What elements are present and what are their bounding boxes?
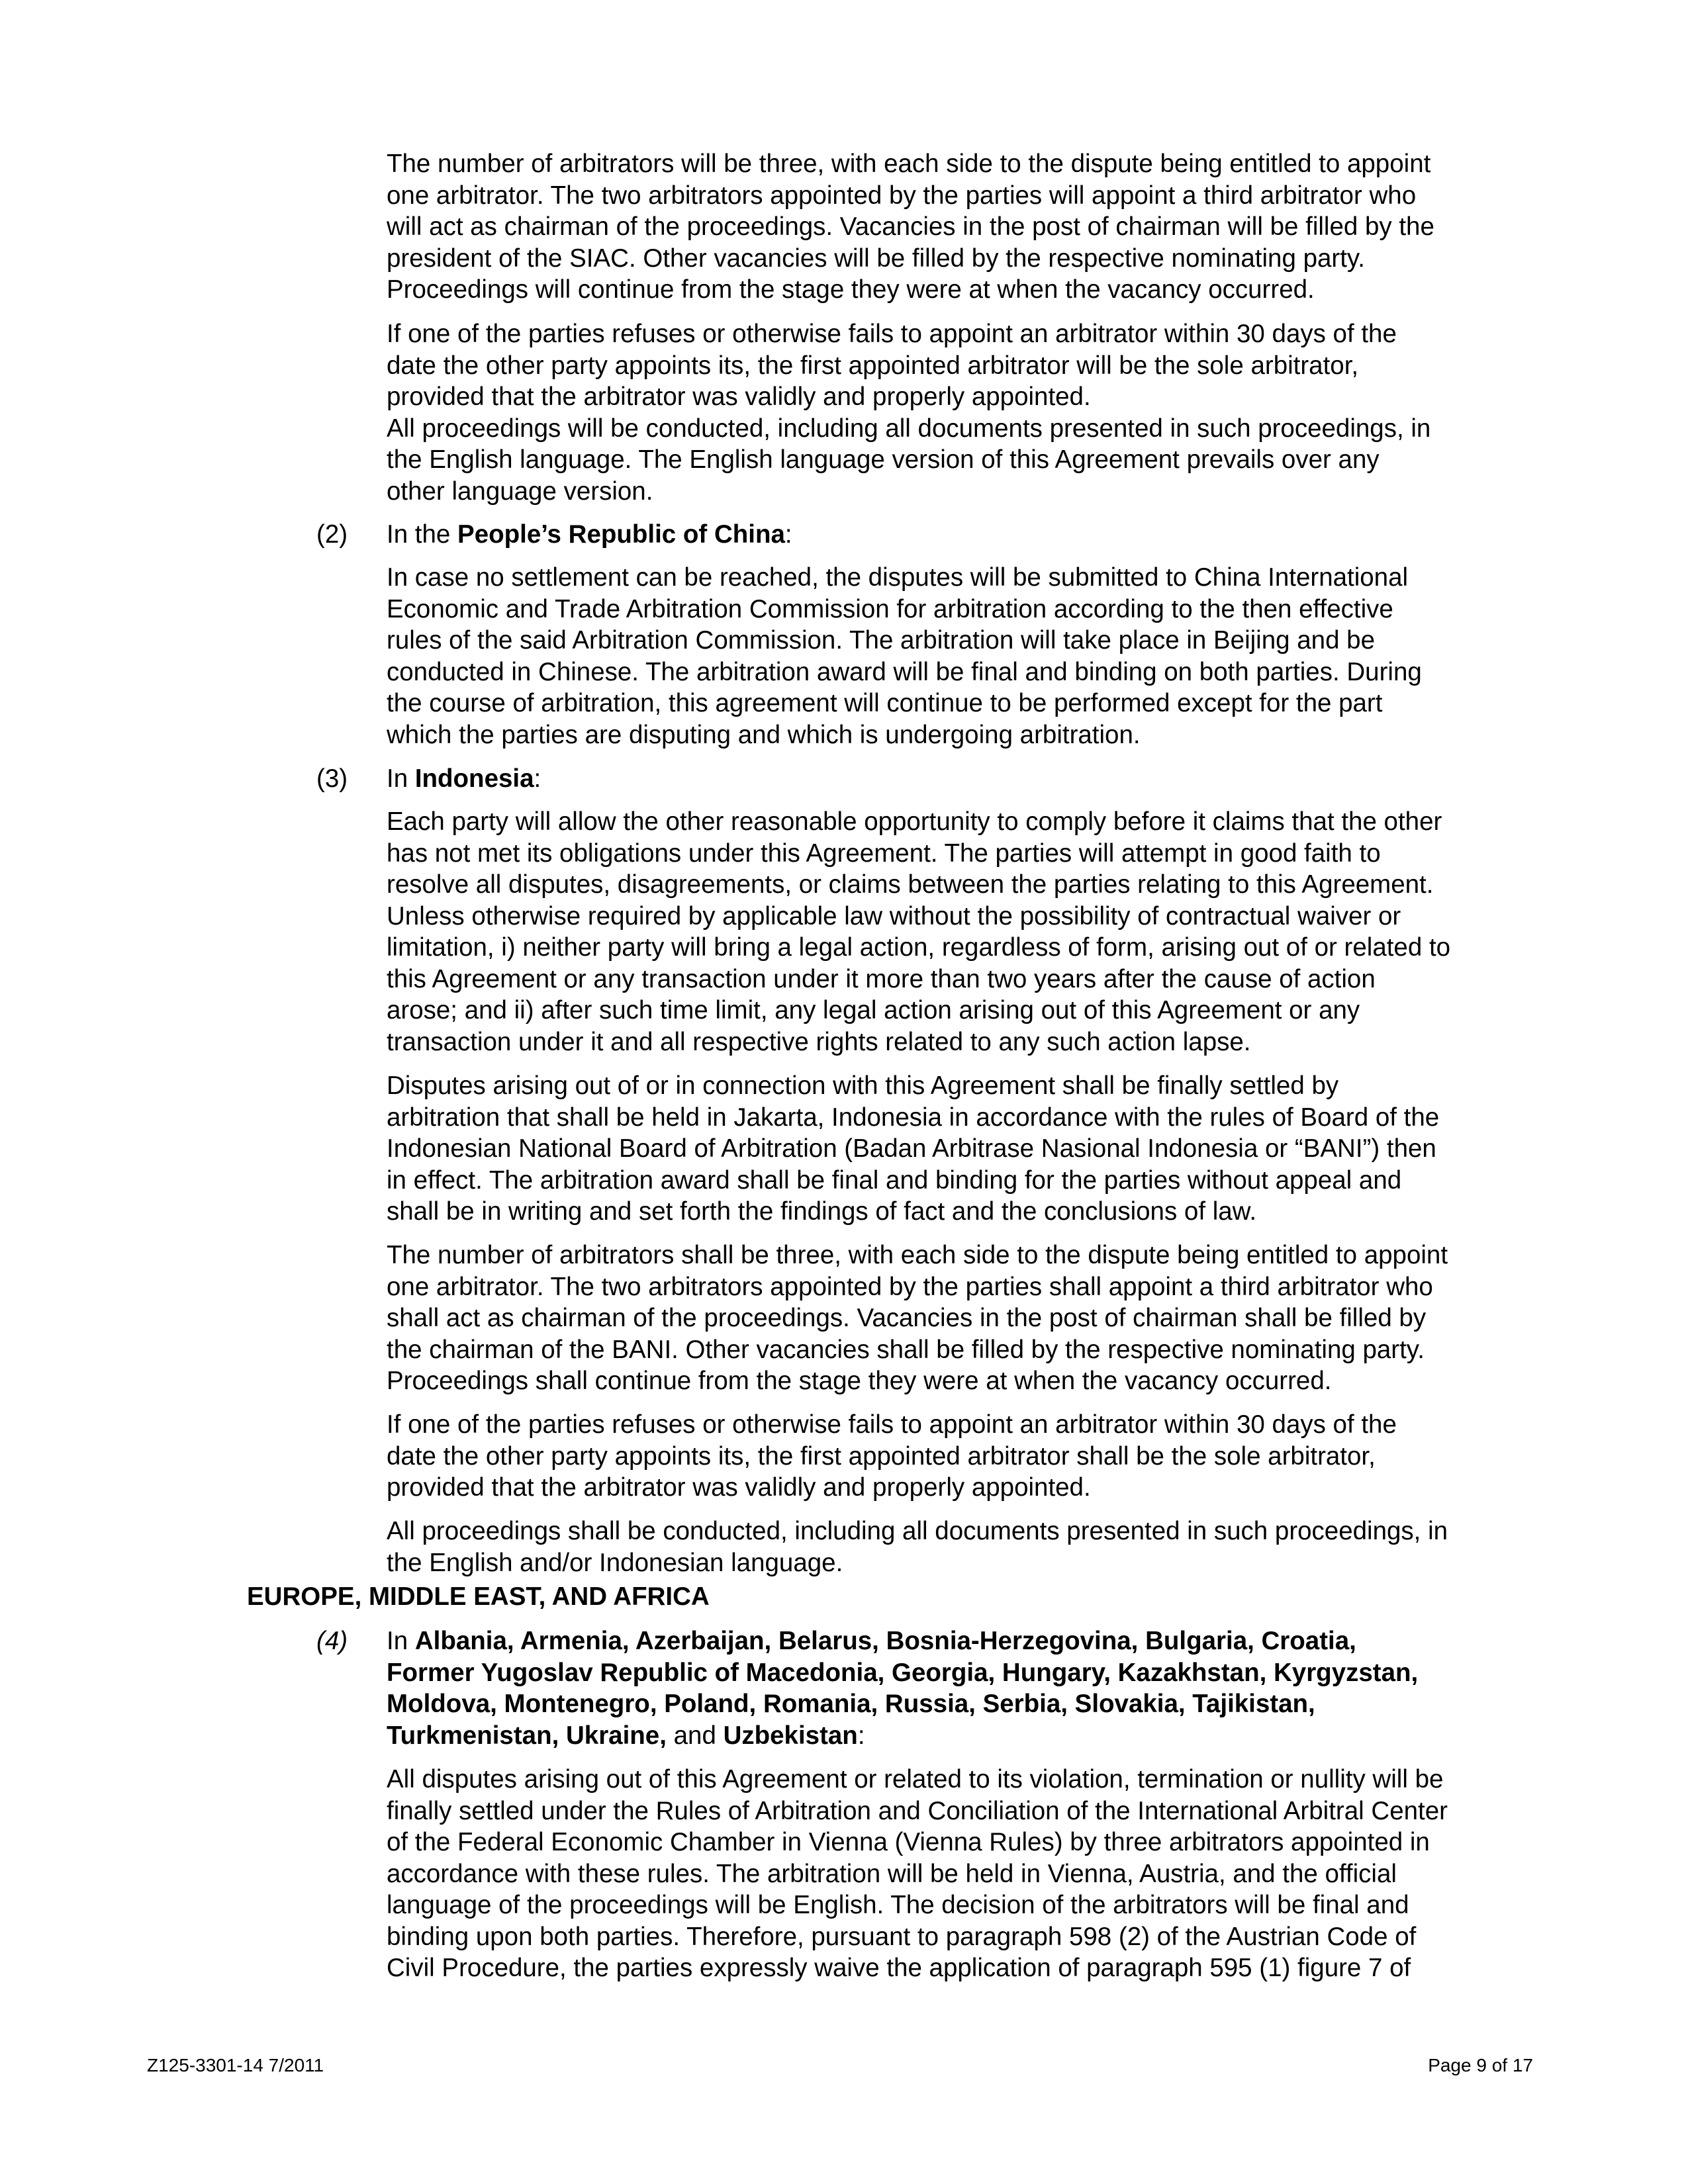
text-line: shall act as chairman of the proceedings. Vacancies in the post of chairman shall be filled by	[387, 1304, 1427, 1332]
text-line: Proceedings will continue from the stage they were at when the vacancy occurred.	[387, 275, 1315, 304]
text-line: in effect. The arbitration award shall be final and binding for the parties without appeal and	[387, 1165, 1402, 1195]
text-line: the English and/or Indonesian language.	[387, 1548, 843, 1577]
text-line: Economic and Trade Arbitration Commission for arbitration according to the then effective	[387, 594, 1393, 623]
paragraph-vienna-rules	[387, 1764, 1552, 1984]
text-line: In Albania, Armenia, Azerbaijan, Belarus, Bosnia-Herzegovina, Bulgaria, Croatia,	[387, 1627, 1356, 1655]
text-line: In case no settlement can be reached, the disputes will be submitted to China International	[387, 563, 1409, 592]
text-line: has not met its obligations under this Agreement. The parties will attempt in good faith to	[387, 839, 1381, 868]
text-line: All disputes arising out of this Agreement or related to its violation, termination or nullity will be	[387, 1765, 1444, 1794]
text-line: finally settled under the Rules of Arbitration and Conciliation of the International Arbitral Center	[387, 1796, 1448, 1825]
text-line: Unless otherwise required by applicable law without the possibility of contractual waiver or	[387, 901, 1401, 931]
paragraph-arbitrators-siac	[387, 148, 1552, 306]
text-line: which the parties are disputing and which is undergoing arbitration.	[387, 720, 1141, 749]
text-line: provided that the arbitrator was validly and properly appointed.	[387, 383, 1091, 411]
text-line: conducted in Chinese. The arbitration award will be final and binding on both parties. During	[387, 657, 1422, 686]
text-line: Turkmenistan, Ukraine, and Uzbekistan:	[387, 1721, 865, 1750]
footer-page-number: Page 9 of 17	[1428, 2055, 1533, 2075]
item-number-3: (3)	[316, 764, 348, 793]
paragraph-indonesia-bani	[387, 1070, 1552, 1228]
text-line: If one of the parties refuses or otherwise fails to appoint an arbitrator within 30 days of the	[387, 320, 1397, 348]
text-line: language of the proceedings will be English. The decision of the arbitrators will be final and	[387, 1891, 1409, 1919]
paragraph-china-arbitration	[387, 562, 1552, 751]
text-line: Proceedings shall continue from the stage they were at when the vacancy occurred.	[387, 1367, 1332, 1395]
text-line: one arbitrator. The two arbitrators appointed by the parties shall appoint a third arbitrator who	[387, 1272, 1433, 1301]
text-line: will act as chairman of the proceedings. Vacancies in the post of chairman will be filled by the	[387, 212, 1434, 241]
section-heading-emea: EUROPE, MIDDLE EAST, AND AFRICA	[247, 1582, 710, 1611]
text-line: arbitration that shall be held in Jakarta, Indonesia in accordance with the rules of Board of the	[387, 1103, 1440, 1132]
text-line: the chairman of the BANI. Other vacancies shall be filled by the respective nominating party.	[387, 1335, 1425, 1364]
text-line: shall be in writing and set forth the findings of fact and the conclusions of law.	[387, 1197, 1257, 1226]
text-line: Indonesian National Board of Arbitration (Badan Arbitrase Nasional Indonesia or “BANI”) then	[387, 1134, 1436, 1163]
item-heading-china: In the People’s Republic of China:	[387, 520, 792, 549]
paragraph-indonesia-obligations	[387, 806, 1552, 1058]
text-line: this Agreement or any transaction under it more than two years after the cause of action	[387, 964, 1376, 993]
text-line: The number of arbitrators will be three, with each side to the dispute being entitled to appoint	[387, 150, 1431, 178]
paragraph-appointment-failure-english	[387, 318, 1552, 507]
text-line: The number of arbitrators shall be three, with each side to the dispute being entitled to appoint	[387, 1241, 1448, 1269]
text-line: If one of the parties refuses or otherwise fails to appoint an arbitrator within 30 days of the	[387, 1410, 1397, 1439]
item-number-2: (2)	[316, 520, 348, 549]
text-line: Civil Procedure, the parties expressly waive the application of paragraph 595 (1) figure 7 of	[387, 1954, 1411, 1982]
text-line: Disputes arising out of or in connection with this Agreement shall be finally settled by	[387, 1071, 1339, 1100]
text-line: arose; and ii) after such time limit, any legal action arising out of this Agreement or any	[387, 996, 1360, 1024]
text-line: limitation, i) neither party will bring a legal action, regardless of form, arising out of or related to	[387, 933, 1451, 962]
text-line: accordance with these rules. The arbitration will be held in Vienna, Austria, and the official	[387, 1859, 1397, 1888]
text-line: resolve all disputes, disagreements, or claims between the parties relating to this Agreement.	[387, 870, 1434, 899]
text-line: binding upon both parties. Therefore, pursuant to paragraph 598 (2) of the Austrian Code of	[387, 1922, 1417, 1951]
text-line: All proceedings shall be conducted, including all documents presented in such proceedings, in	[387, 1517, 1448, 1545]
text-line: provided that the arbitrator was validly and properly appointed.	[387, 1473, 1091, 1502]
text-line: date the other party appoints its, the first appointed arbitrator shall be the sole arbitrator,	[387, 1441, 1376, 1471]
item-heading-indonesia: In Indonesia:	[387, 764, 541, 793]
text-line: transaction under it and all respective rights related to any such action lapse.	[387, 1027, 1251, 1056]
text-line: of the Federal Economic Chamber in Vienna (Vienna Rules) by three arbitrators appointed in	[387, 1828, 1430, 1856]
paragraph-indonesia-arbitrators	[387, 1240, 1552, 1397]
paragraph-indonesia-appointment-failure	[387, 1409, 1552, 1504]
text-line: the English language. The English language version of this Agreement prevails over any	[387, 445, 1380, 474]
text-line: rules of the said Arbitration Commission. The arbitration will take place in Beijing and be	[387, 626, 1376, 655]
text-line: date the other party appoints its, the first appointed arbitrator will be the sole arbitrator,	[387, 351, 1359, 380]
text-line: Moldova, Montenegro, Poland, Romania, Russia, Serbia, Slovakia, Tajikistan,	[387, 1690, 1315, 1718]
text-line: president of the SIAC. Other vacancies will be filled by the respective nominating party.	[387, 244, 1366, 273]
item-number-4: (4)	[316, 1627, 348, 1655]
text-line: other language version.	[387, 477, 653, 506]
text-line: Former Yugoslav Republic of Macedonia, Georgia, Hungary, Kazakhstan, Kyrgyzstan,	[387, 1658, 1419, 1687]
footer-document-id: Z125-3301-14 7/2011	[147, 2055, 324, 2075]
text-line: one arbitrator. The two arbitrators appointed by the parties will appoint a third arbitrator who	[387, 181, 1417, 210]
text-line: the course of arbitration, this agreement will continue to be performed except for the part	[387, 689, 1383, 717]
paragraph-indonesia-language	[387, 1516, 1552, 1578]
item-heading-emea-countries	[387, 1625, 1552, 1751]
text-line: Each party will allow the other reasonable opportunity to comply before it claims that the other	[387, 807, 1442, 836]
text-line: All proceedings will be conducted, including all documents presented in such proceedings, in	[387, 414, 1431, 443]
